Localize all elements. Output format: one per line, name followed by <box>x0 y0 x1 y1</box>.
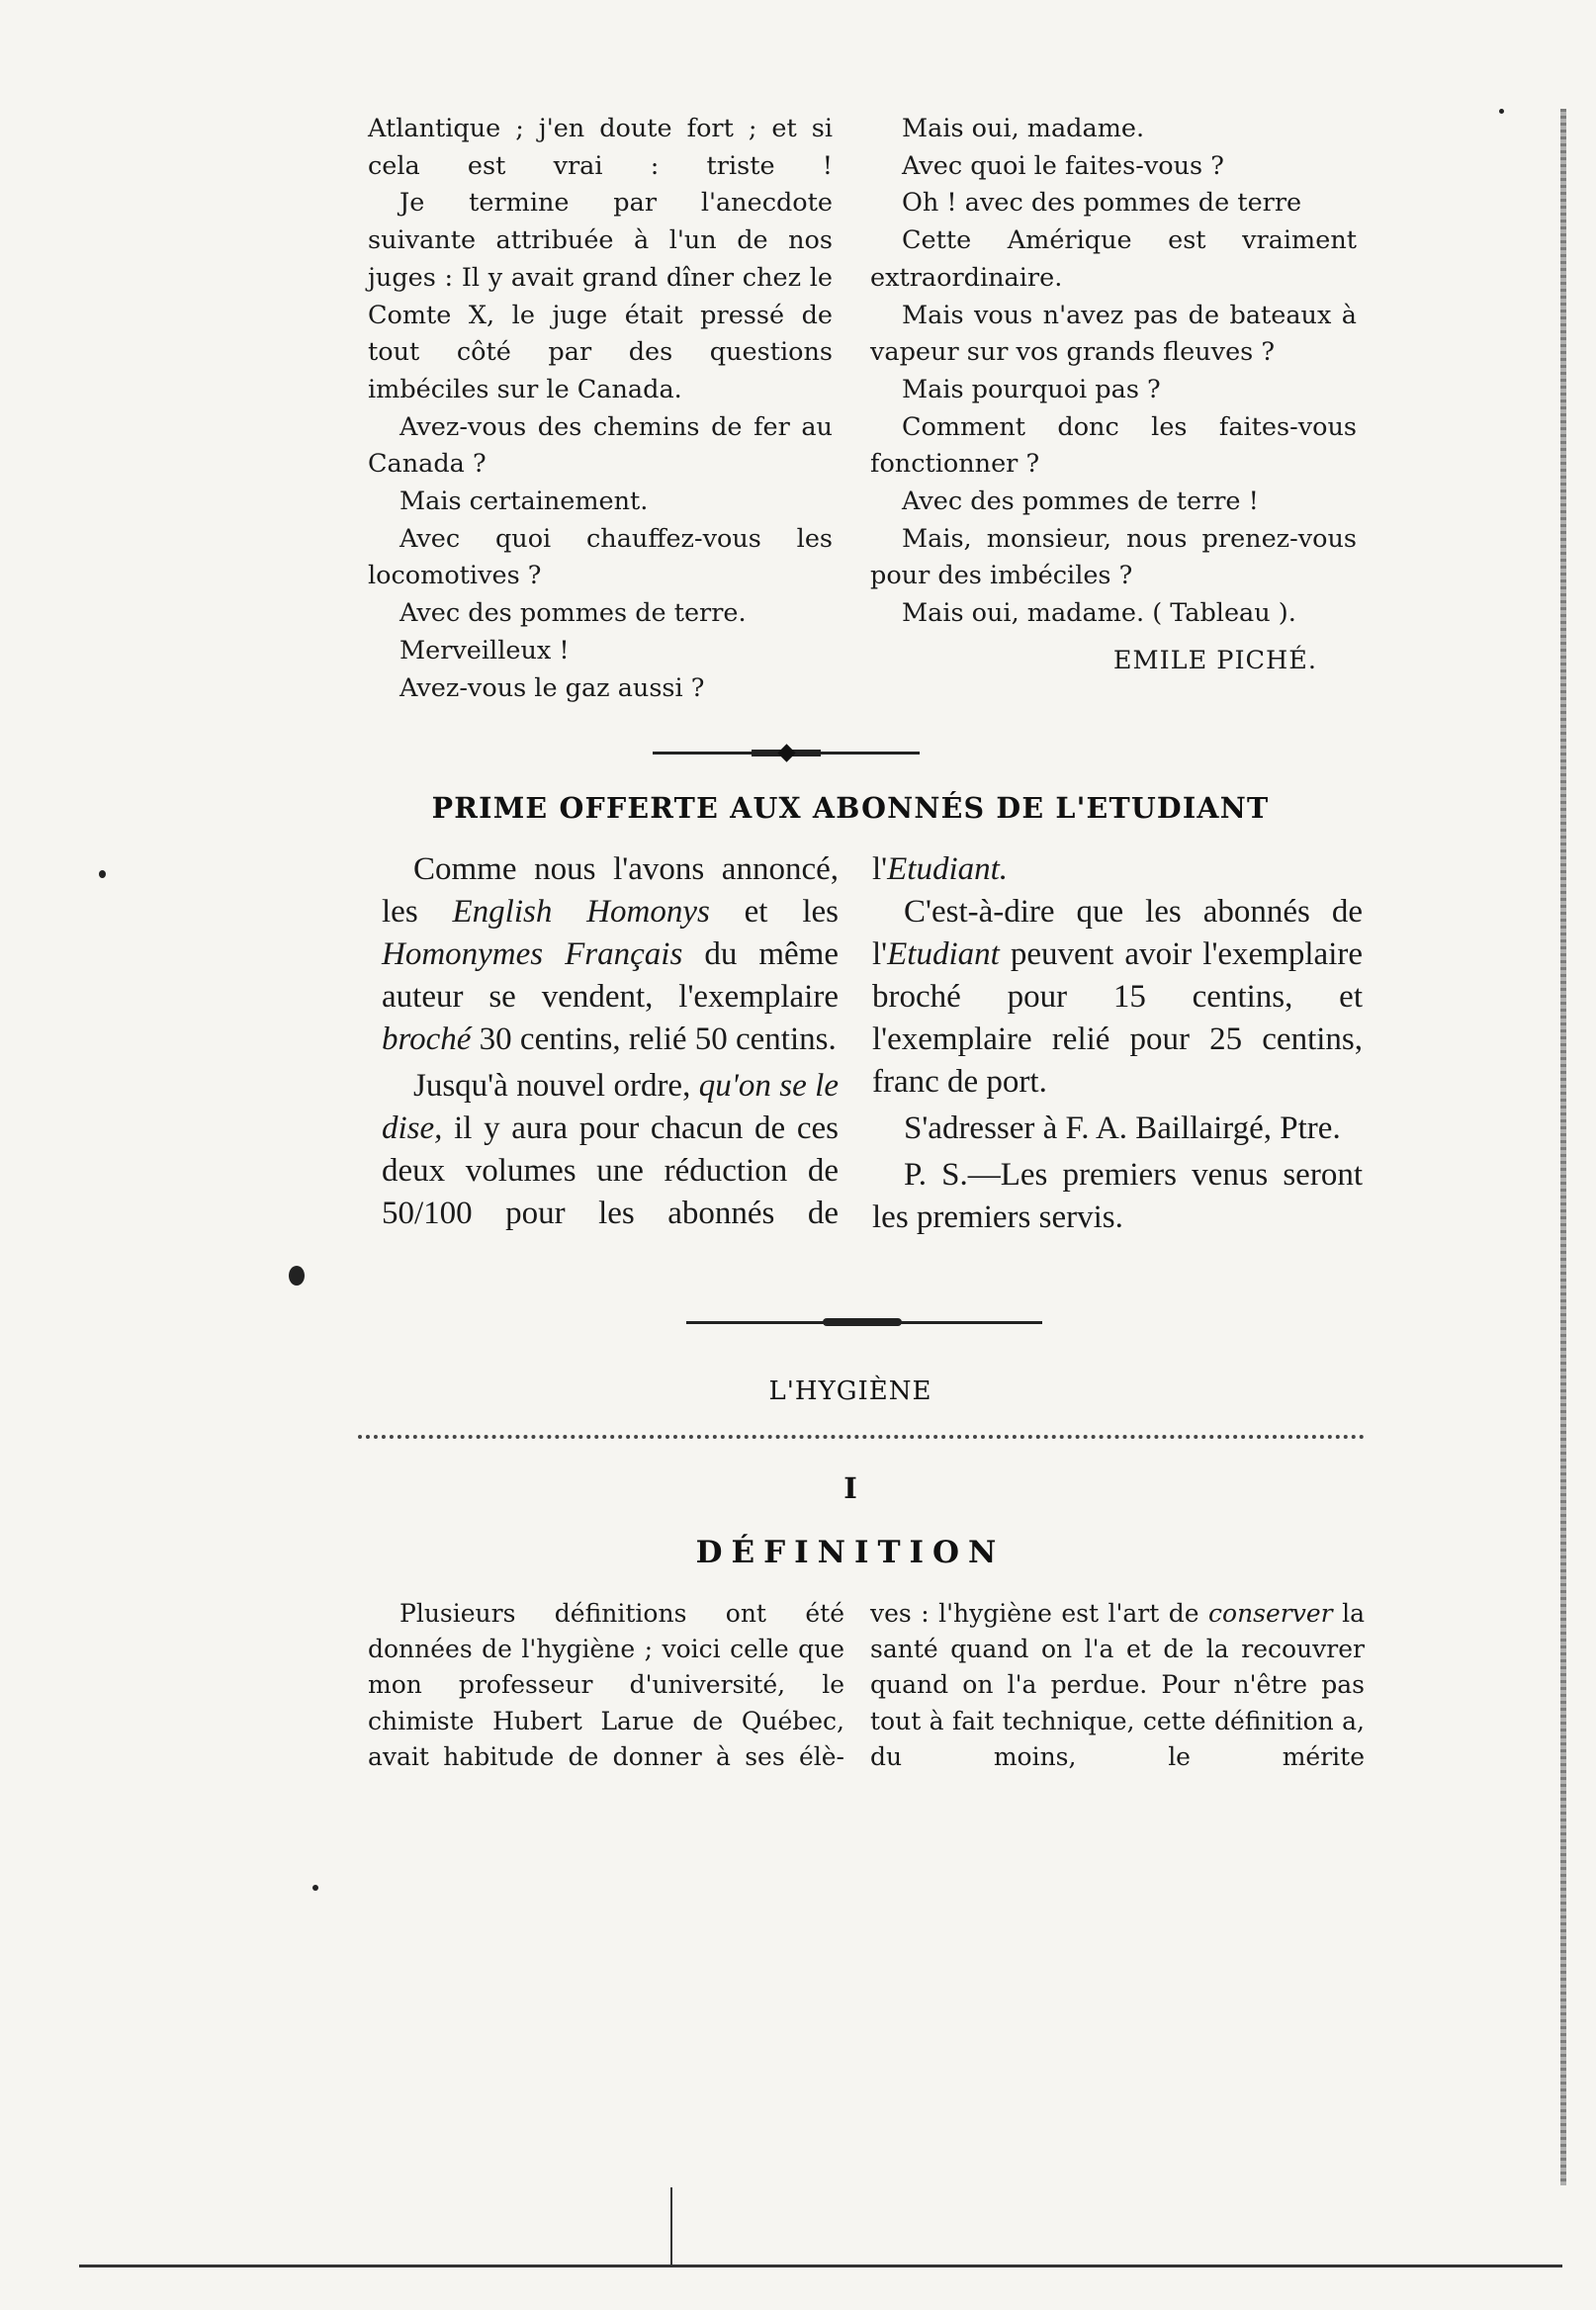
paragraph: Avec des pommes de terre. <box>399 598 747 629</box>
paragraph: S'adresser à F. A. Baillairgé, Ptre. <box>904 1111 1341 1146</box>
hygiene-right-column <box>870 1596 1365 1775</box>
text-run: 30 centins, relié 50 centins. <box>471 1022 837 1057</box>
text-run: C'est-à-dire que les abonnés de l' <box>872 894 1363 972</box>
ink-blot <box>289 1266 305 1286</box>
prime-left-column <box>382 848 839 1235</box>
book-title: Homonymes Français <box>382 936 683 972</box>
paragraph: Avez-vous des chemins de fer au Canada ? <box>368 411 833 480</box>
dialogue-left-column <box>368 111 833 707</box>
paragraph: Merveilleux ! <box>399 635 570 666</box>
ornament-diamond-icon <box>777 744 795 761</box>
hygiene-left-column <box>368 1596 844 1775</box>
paragraph: Mais oui, madame. ( Tableau ). <box>902 598 1296 629</box>
paragraph-continuation <box>872 848 1363 891</box>
paragraph <box>872 891 1363 1104</box>
paragraph: Mais vous n'avez pas de bateaux à vapeur sur vos grands fleuves ? <box>870 300 1357 368</box>
ink-speck <box>99 870 106 878</box>
publication-name: Etudiant <box>887 936 1000 972</box>
paragraph: Avez-vous le gaz aussi ? <box>399 672 705 703</box>
dotted-divider <box>358 1435 1365 1439</box>
paragraph: Mais pourquoi pas ? <box>902 374 1161 404</box>
ornamental-rule-thick <box>823 1318 902 1326</box>
text-run: la santé quand on l'a et de la recouvrer quand on l'a perdue. Pour n'être pas tout à fait technique, cette définition a, du moins, le mérite <box>870 1599 1365 1771</box>
publication-name: Etudiant. <box>887 851 1009 887</box>
binding-edge <box>1560 109 1566 2185</box>
paragraph: Plusieurs définitions ont été données de l'hygiène ; voici celle que mon professeur d'université, le chimiste Hubert Larue de Québec, avait habitude de donner à ses élè- <box>368 1599 844 1771</box>
text-run: l' <box>872 851 888 887</box>
paragraph: Je termine par l'anecdote suivante attribuée à l'un de nos juges : Il y avait grand dîner chez le Comte X, le juge était pressé de tout côté par des questions imbéciles sur le Canada. <box>368 188 833 404</box>
page-bottom-edge <box>79 2265 1562 2267</box>
paragraph: Avec des pommes de terre ! <box>902 487 1259 517</box>
emphasis: conserver <box>1208 1599 1333 1628</box>
text-run: peuvent avoir l'exemplaire broché pour 15 centins, et l'exemplaire relié pour 25 centins, franc de port. <box>872 936 1363 1100</box>
text-run: et les <box>709 894 839 930</box>
scan-mark <box>670 2187 672 2266</box>
paragraph: Comment donc les faites-vous fonctionner ? <box>870 411 1357 480</box>
paragraph <box>382 848 839 1061</box>
paragraph: Oh ! avec des pommes de terre <box>902 188 1302 219</box>
text-run: du même auteur se vendent, l'exemplaire <box>382 936 839 1015</box>
paragraph: Cette Amérique est vraiment extraordinaire. <box>870 225 1357 293</box>
paragraph: Mais oui, madame. <box>902 114 1145 143</box>
dialogue-right-column <box>870 111 1357 680</box>
prime-right-column <box>872 848 1363 1239</box>
paragraph: Mais certainement. <box>399 487 649 517</box>
chapter-subtitle: DÉFINITION <box>695 1535 1006 1570</box>
section-title-prime: PRIME OFFERTE AUX ABONNÉS DE L'ETUDIANT <box>431 791 1270 825</box>
ink-speck <box>1499 109 1504 114</box>
paragraph: Atlantique ; j'en doute fort ; et si cela est vrai : triste ! <box>368 114 833 181</box>
section-title-hygiene: L'HYGIÈNE <box>768 1377 932 1406</box>
emphasis: qu'on se le dise, <box>382 1068 839 1146</box>
chapter-numeral: I <box>843 1471 857 1505</box>
paragraph: Avec quoi le faites-vous ? <box>902 150 1224 181</box>
author-signature: EMILE PICHÉ. <box>1112 645 1317 675</box>
paragraph: Mais, monsieur, nous prenez-vous pour des imbéciles ? <box>870 523 1357 591</box>
text-run: il y aura pour chacun de ces deux volumes une réduction de 50/100 pour les abonnés de <box>382 1111 839 1231</box>
text-run: Comme nous l'avons annoncé, les <box>382 851 839 930</box>
ink-speck <box>312 1885 318 1891</box>
paragraph: P. S.—Les premiers venus seront les premiers servis. <box>872 1157 1363 1235</box>
text-run: Jusqu'à nouvel ordre, <box>413 1068 699 1104</box>
emphasis: broché <box>382 1022 472 1057</box>
text-run: ves : l'hygiène est l'art de <box>870 1599 1209 1628</box>
paragraph-continuation <box>870 1596 1365 1775</box>
paragraph <box>382 1065 839 1235</box>
paragraph: Avec quoi chauffez-vous les locomotives ? <box>368 523 833 591</box>
book-title: English Homonys <box>452 894 710 930</box>
